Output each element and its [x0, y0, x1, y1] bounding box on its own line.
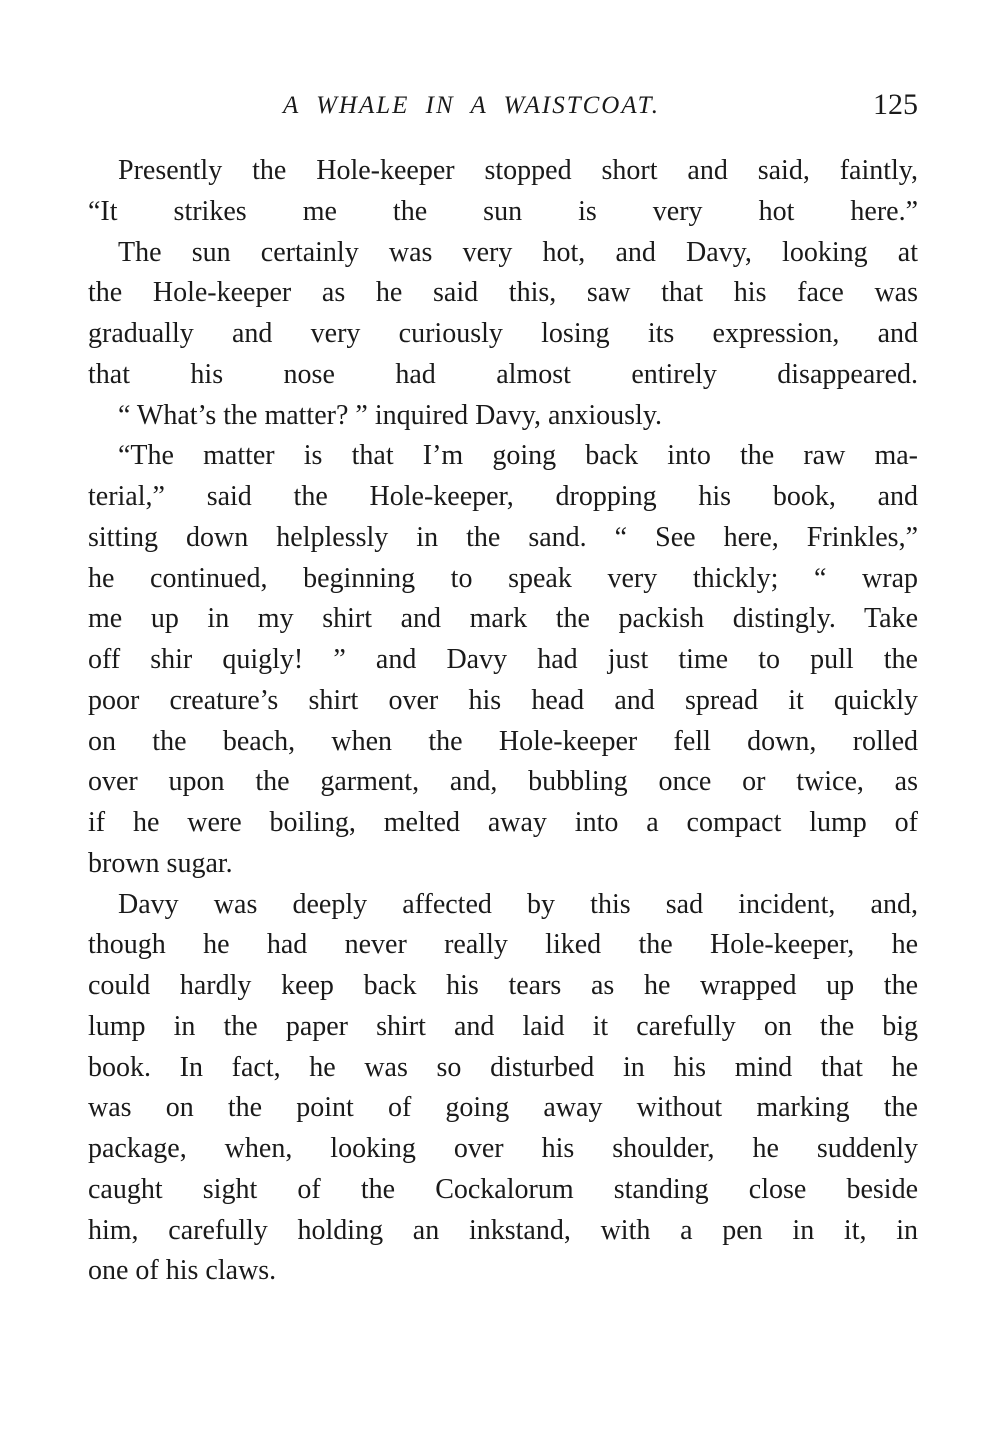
text-line: me up in my shirt and mark the packish distingly. Take [88, 603, 918, 635]
text-line: brown sugar. [88, 847, 233, 879]
text-line: sitting down helplessly in the sand. “ See here, Frinkles,” [88, 521, 918, 553]
text-line: lump in the paper shirt and laid it carefully on the big [88, 1010, 918, 1042]
text-line: over upon the garment, and, bubbling once or twice, as [88, 766, 918, 798]
text-line: though he had never really liked the Hole-keeper, he [88, 929, 918, 961]
text-line: could hardly keep back his tears as he wrapped up the [88, 970, 918, 1001]
text-line: “It strikes me the sun is very hot here.” [88, 195, 918, 227]
running-title: A WHALE IN A WAISTCOAT. [283, 92, 660, 119]
text-line: he continued, beginning to speak very thickly; “ wrap [88, 562, 918, 594]
text-line: “The matter is that I’m going back into the raw ma- [118, 440, 918, 472]
running-head [88, 88, 918, 132]
text-line: that his nose had almost entirely disappeared. [88, 358, 918, 390]
text-line: was on the point of going away without marking the [88, 1092, 918, 1124]
text-line: Davy was deeply affected by this sad incident, and, [118, 888, 918, 920]
text-line: poor creature’s shirt over his head and spread it quickly [88, 684, 918, 716]
text-line: gradually and very curiously losing its expression, and [88, 318, 918, 349]
text-line: on the beach, when the Hole-keeper fell down, rolled [88, 725, 918, 757]
text-line: him, carefully holding an inkstand, with a pen in it, in [88, 1214, 918, 1246]
text-line: one of his claws. [88, 1255, 277, 1287]
text-line: the Hole-keeper as he said this, saw that his face was [88, 277, 918, 309]
text-line: “ What’s the matter? ” inquired Davy, anxiously. [118, 399, 663, 431]
text-line: terial,” said the Hole-keeper, dropping his book, and [88, 481, 918, 512]
text-line: package, when, looking over his shoulder, he suddenly [88, 1133, 918, 1164]
page-number: 125 [873, 88, 918, 121]
text-line: off shir quigly! ” and Davy had just time to pull the [88, 644, 918, 675]
text-line: book. In fact, he was so disturbed in his mind that he [88, 1051, 918, 1083]
body-text [88, 151, 918, 1292]
text-line: The sun certainly was very hot, and Davy, looking at [118, 236, 918, 268]
text-line: if he were boiling, melted away into a compact lump of [88, 807, 918, 838]
text-line: caught sight of the Cockalorum standing close beside [88, 1173, 918, 1205]
text-line: Presently the Hole-keeper stopped short and said, faintly, [118, 155, 918, 186]
